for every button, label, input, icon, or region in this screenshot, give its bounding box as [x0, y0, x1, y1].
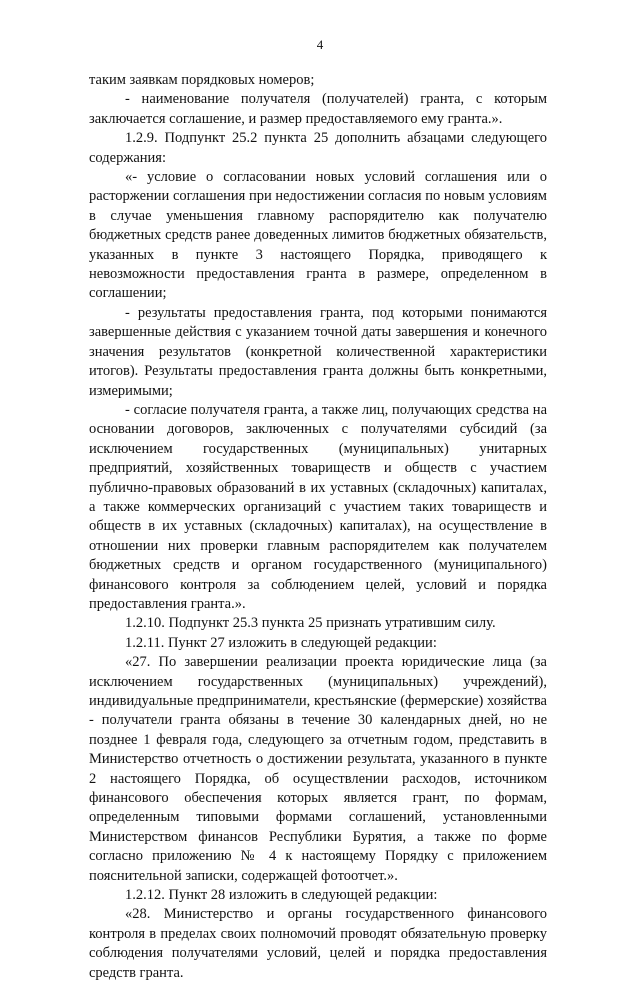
paragraph: - согласие получателя гранта, а также лиц, получающих средства на основании договоров, заключенных с получателями субсидий (за исключением государственных (муниципальных) унитарных предприятий, хозяйственных товариществ и обществ с участием публично-правовых образований в их уставных (складочных) капиталах, а также коммерческих организаций с участием таких товариществ и обществ в их уставных (складочных) капиталах), на осуществление в отношении них проверки главным распорядителем как получателем бюджетных средств и органом государственного (муниципального) финансового контроля за соблюдением целей, условий и порядка предоставления гранта.».: [89, 401, 547, 612]
paragraph: - наименование получателя (получателей) гранта, с которым заключается соглашение, и размер предоставляемого ему гранта.».: [89, 91, 547, 127]
paragraph: «27. По завершении реализации проекта юридические лица (за исключением государственных (муниципальных) учреждений), индивидуальные предприниматели, крестьянские (фермерские) хозяйства - получатели гранта обязаны в течение 30 календарных дней, но не позднее 1 февраля года, следующего за отчетным годом, представить в Министерство отчетность о достижении результата, указанного в пункте 2 настоящего Порядка, об осуществлении расходов, источником финансового обеспечения которых является грант, по формам, определенным типовыми формами соглашений, установленными Министерством финансов Республики Бурятия, а также по форме согласно приложению № 4 к настоящему Порядку с приложением пояснительной записки, содержащей фотоотчет.».: [89, 654, 547, 884]
paragraph: - результаты предоставления гранта, под которыми понимаются завершенные действия с указанием точной даты завершения и конечного значения результатов (конкретной количественной характеристики итогов). Результаты предоставления гранта должны быть конкретными, измеримыми;: [89, 304, 547, 399]
paragraph-continuation: таким заявкам порядковых номеров;: [89, 72, 315, 88]
document-body: [89, 71, 547, 983]
paragraph-clause-1-2-9: 1.2.9. Подпункт 25.2 пункта 25 дополнить абзацами следующего содержания:: [89, 130, 547, 166]
paragraph-clause-1-2-10: 1.2.10. Подпункт 25.3 пункта 25 признать утратившим силу.: [125, 615, 496, 632]
paragraph-clause-1-2-11: 1.2.11. Пункт 27 изложить в следующей редакции:: [125, 634, 437, 651]
page-number: 4: [316, 37, 324, 52]
paragraph: «28. Министерство и органы государственного финансового контроля в пределах своих полномочий проводят обязательную проверку соблюдения получателями условий, целей и порядка предоставления средств гранта.: [89, 906, 547, 981]
paragraph-clause-1-2-12: 1.2.12. Пункт 28 изложить в следующей редакции:: [125, 887, 438, 904]
paragraph: «- условие о согласовании новых условий соглашения или о расторжении соглашения при недостижении согласия по новым условиям в случае уменьшения главному распорядителю как получателю бюджетных средств ранее доведенных лимитов бюджетных обязательств, указанных в пункте 3 настоящего Порядка, приводящего к невозможности предоставления гранта в размере, определенном в соглашении;: [89, 169, 547, 302]
